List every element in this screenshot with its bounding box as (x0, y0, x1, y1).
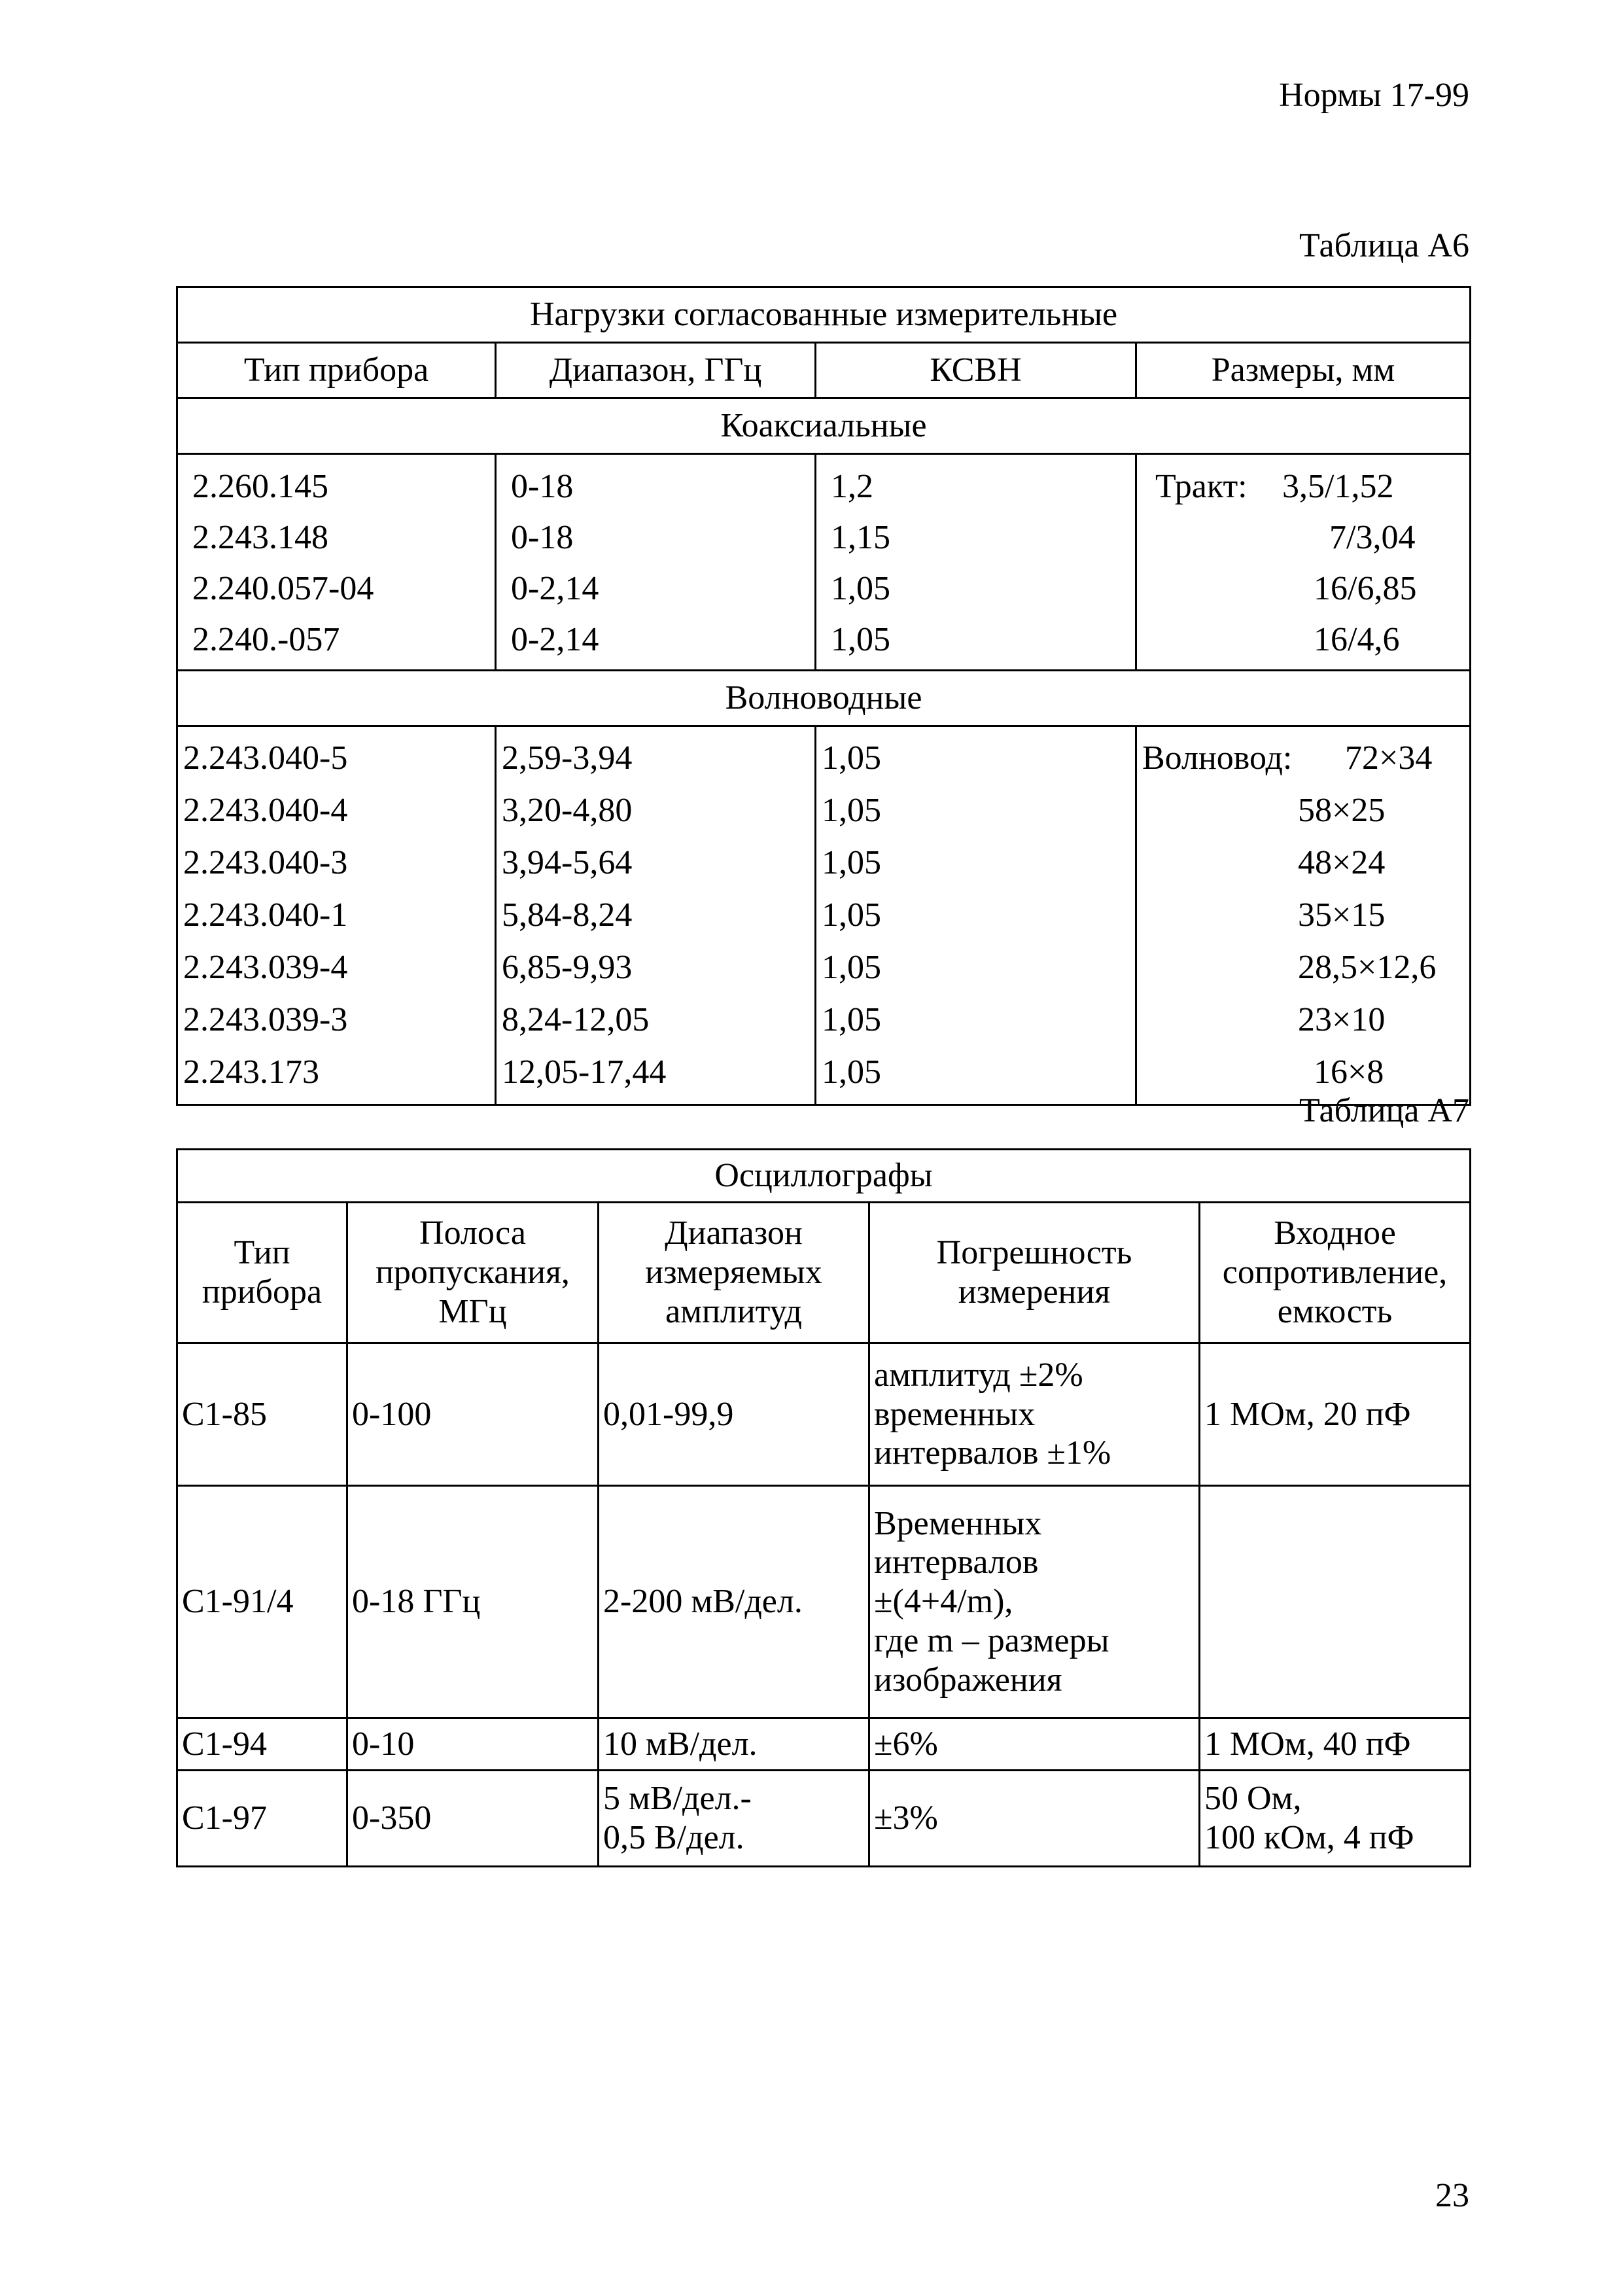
column-header: Диапазон, ГГц (496, 343, 816, 398)
table-a6-title: Нагрузки согласованные измерительные (177, 287, 1471, 343)
cell: 2.240.-057 (192, 621, 340, 658)
cell: 0-18 ГГц (347, 1486, 599, 1718)
cell: 2.243.040-4 (183, 792, 348, 829)
table-row (177, 1486, 1471, 1718)
cell: 23×10 (1298, 1001, 1386, 1038)
cell: 5,84-8,24 (502, 896, 633, 934)
table-a7-title: Осциллографы (177, 1150, 1471, 1203)
cell: 58×25 (1298, 792, 1386, 829)
cell: 5 мВ/дел.- 0,5 В/дел. (599, 1771, 869, 1867)
cell: 1,05 (822, 739, 881, 777)
size-prefix: Тракт: (1155, 468, 1248, 505)
waveguide-types-cell (177, 726, 496, 1105)
table-row (177, 1343, 1471, 1486)
cell: Временных интервалов ±(4+4/m), где m – размеры изображения (869, 1486, 1200, 1718)
cell: 1 МОм, 40 пФ (1200, 1718, 1471, 1771)
cell: 48×24 (1298, 844, 1386, 881)
table-a7 (176, 1148, 1471, 1867)
cell: 0-350 (347, 1771, 599, 1867)
column-header: Входное сопротивление, емкость (1200, 1203, 1471, 1343)
table-row (177, 1771, 1471, 1867)
cell: 0,01-99,9 (599, 1343, 869, 1486)
page-number: 23 (1435, 2177, 1469, 2214)
cell: 6,85-9,93 (502, 949, 633, 986)
cell: 0-2,14 (511, 621, 599, 658)
cell: 1,05 (822, 1053, 881, 1091)
cell: 16/4,6 (1314, 621, 1400, 658)
cell: С1-94 (177, 1718, 347, 1771)
coaxial-rows (177, 454, 1471, 671)
cell: С1-91/4 (177, 1486, 347, 1718)
cell: 10 мВ/дел. (599, 1718, 869, 1771)
cell: 2.243.039-3 (183, 1001, 348, 1038)
cell: ±3% (869, 1771, 1200, 1867)
cell: 3,5/1,52 (1282, 468, 1394, 505)
cell: 50 Ом, 100 кОм, 4 пФ (1200, 1771, 1471, 1867)
cell: 0-18 (511, 519, 574, 556)
cell: 1,05 (822, 1001, 881, 1038)
column-header: Диапазон измеряемых амплитуд (599, 1203, 869, 1343)
cell: 28,5×12,6 (1298, 949, 1437, 986)
cell: 0-100 (347, 1343, 599, 1486)
cell: 1,05 (822, 844, 881, 881)
cell: 2.240.057-04 (192, 570, 374, 607)
cell: 1 МОм, 20 пФ (1200, 1343, 1471, 1486)
cell: 2.243.173 (183, 1053, 319, 1091)
coaxial-ranges-cell (496, 454, 816, 671)
cell: 1,15 (831, 519, 890, 556)
column-header: Полоса пропускания, МГц (347, 1203, 599, 1343)
cell: 35×15 (1298, 896, 1386, 934)
table-a7-label: Таблица А7 (1299, 1092, 1469, 1129)
cell: 72×34 (1345, 739, 1433, 777)
cell: 1,05 (831, 570, 890, 607)
cell: 7/3,04 (1329, 519, 1416, 556)
table-row (177, 1718, 1471, 1771)
cell: 16/6,85 (1314, 570, 1417, 607)
table-a6-label: Таблица А6 (1299, 227, 1469, 264)
cell: 1,05 (831, 621, 890, 658)
cell: амплитуд ±2% временных интервалов ±1% (869, 1343, 1200, 1486)
cell: 0-18 (511, 468, 574, 505)
coaxial-types-cell (177, 454, 496, 671)
waveguide-vswr-cell (816, 726, 1136, 1105)
cell: 2-200 мВ/дел. (599, 1486, 869, 1718)
cell: 2.243.039-4 (183, 949, 348, 986)
column-header: КСВН (816, 343, 1136, 398)
coaxial-section-heading: Коаксиальные (177, 398, 1471, 454)
column-header: Тип прибора (177, 343, 496, 398)
cell: 3,20-4,80 (502, 792, 633, 829)
size-prefix: Волновод: (1142, 739, 1293, 777)
cell: 2.243.040-1 (183, 896, 348, 934)
cell: ±6% (869, 1718, 1200, 1771)
cell: 1,2 (831, 468, 873, 505)
cell: 2.260.145 (192, 468, 328, 505)
cell: 2,59-3,94 (502, 739, 633, 777)
cell: 1,05 (822, 896, 881, 934)
table-a6 (176, 286, 1471, 1106)
cell: 2.243.040-3 (183, 844, 348, 881)
cell: 16×8 (1314, 1053, 1384, 1091)
running-header: Нормы 17-99 (1279, 77, 1469, 114)
cell: 0-2,14 (511, 570, 599, 607)
waveguide-sizes-cell (1136, 726, 1471, 1105)
cell (1200, 1486, 1471, 1718)
cell: 12,05-17,44 (502, 1053, 667, 1091)
cell: 2.243.148 (192, 519, 328, 556)
cell: 1,05 (822, 792, 881, 829)
cell: С1-85 (177, 1343, 347, 1486)
column-header: Погрешность измерения (869, 1203, 1200, 1343)
cell: 0-10 (347, 1718, 599, 1771)
coaxial-vswr-cell (816, 454, 1136, 671)
cell: С1-97 (177, 1771, 347, 1867)
column-header: Размеры, мм (1136, 343, 1471, 398)
cell: 2.243.040-5 (183, 739, 348, 777)
waveguide-rows (177, 726, 1471, 1105)
waveguide-ranges-cell (496, 726, 816, 1105)
cell: 3,94-5,64 (502, 844, 633, 881)
cell: 1,05 (822, 949, 881, 986)
cell: 8,24-12,05 (502, 1001, 650, 1038)
coaxial-sizes-cell (1136, 454, 1471, 671)
column-header: Тип прибора (177, 1203, 347, 1343)
waveguide-section-heading: Волноводные (177, 671, 1471, 726)
